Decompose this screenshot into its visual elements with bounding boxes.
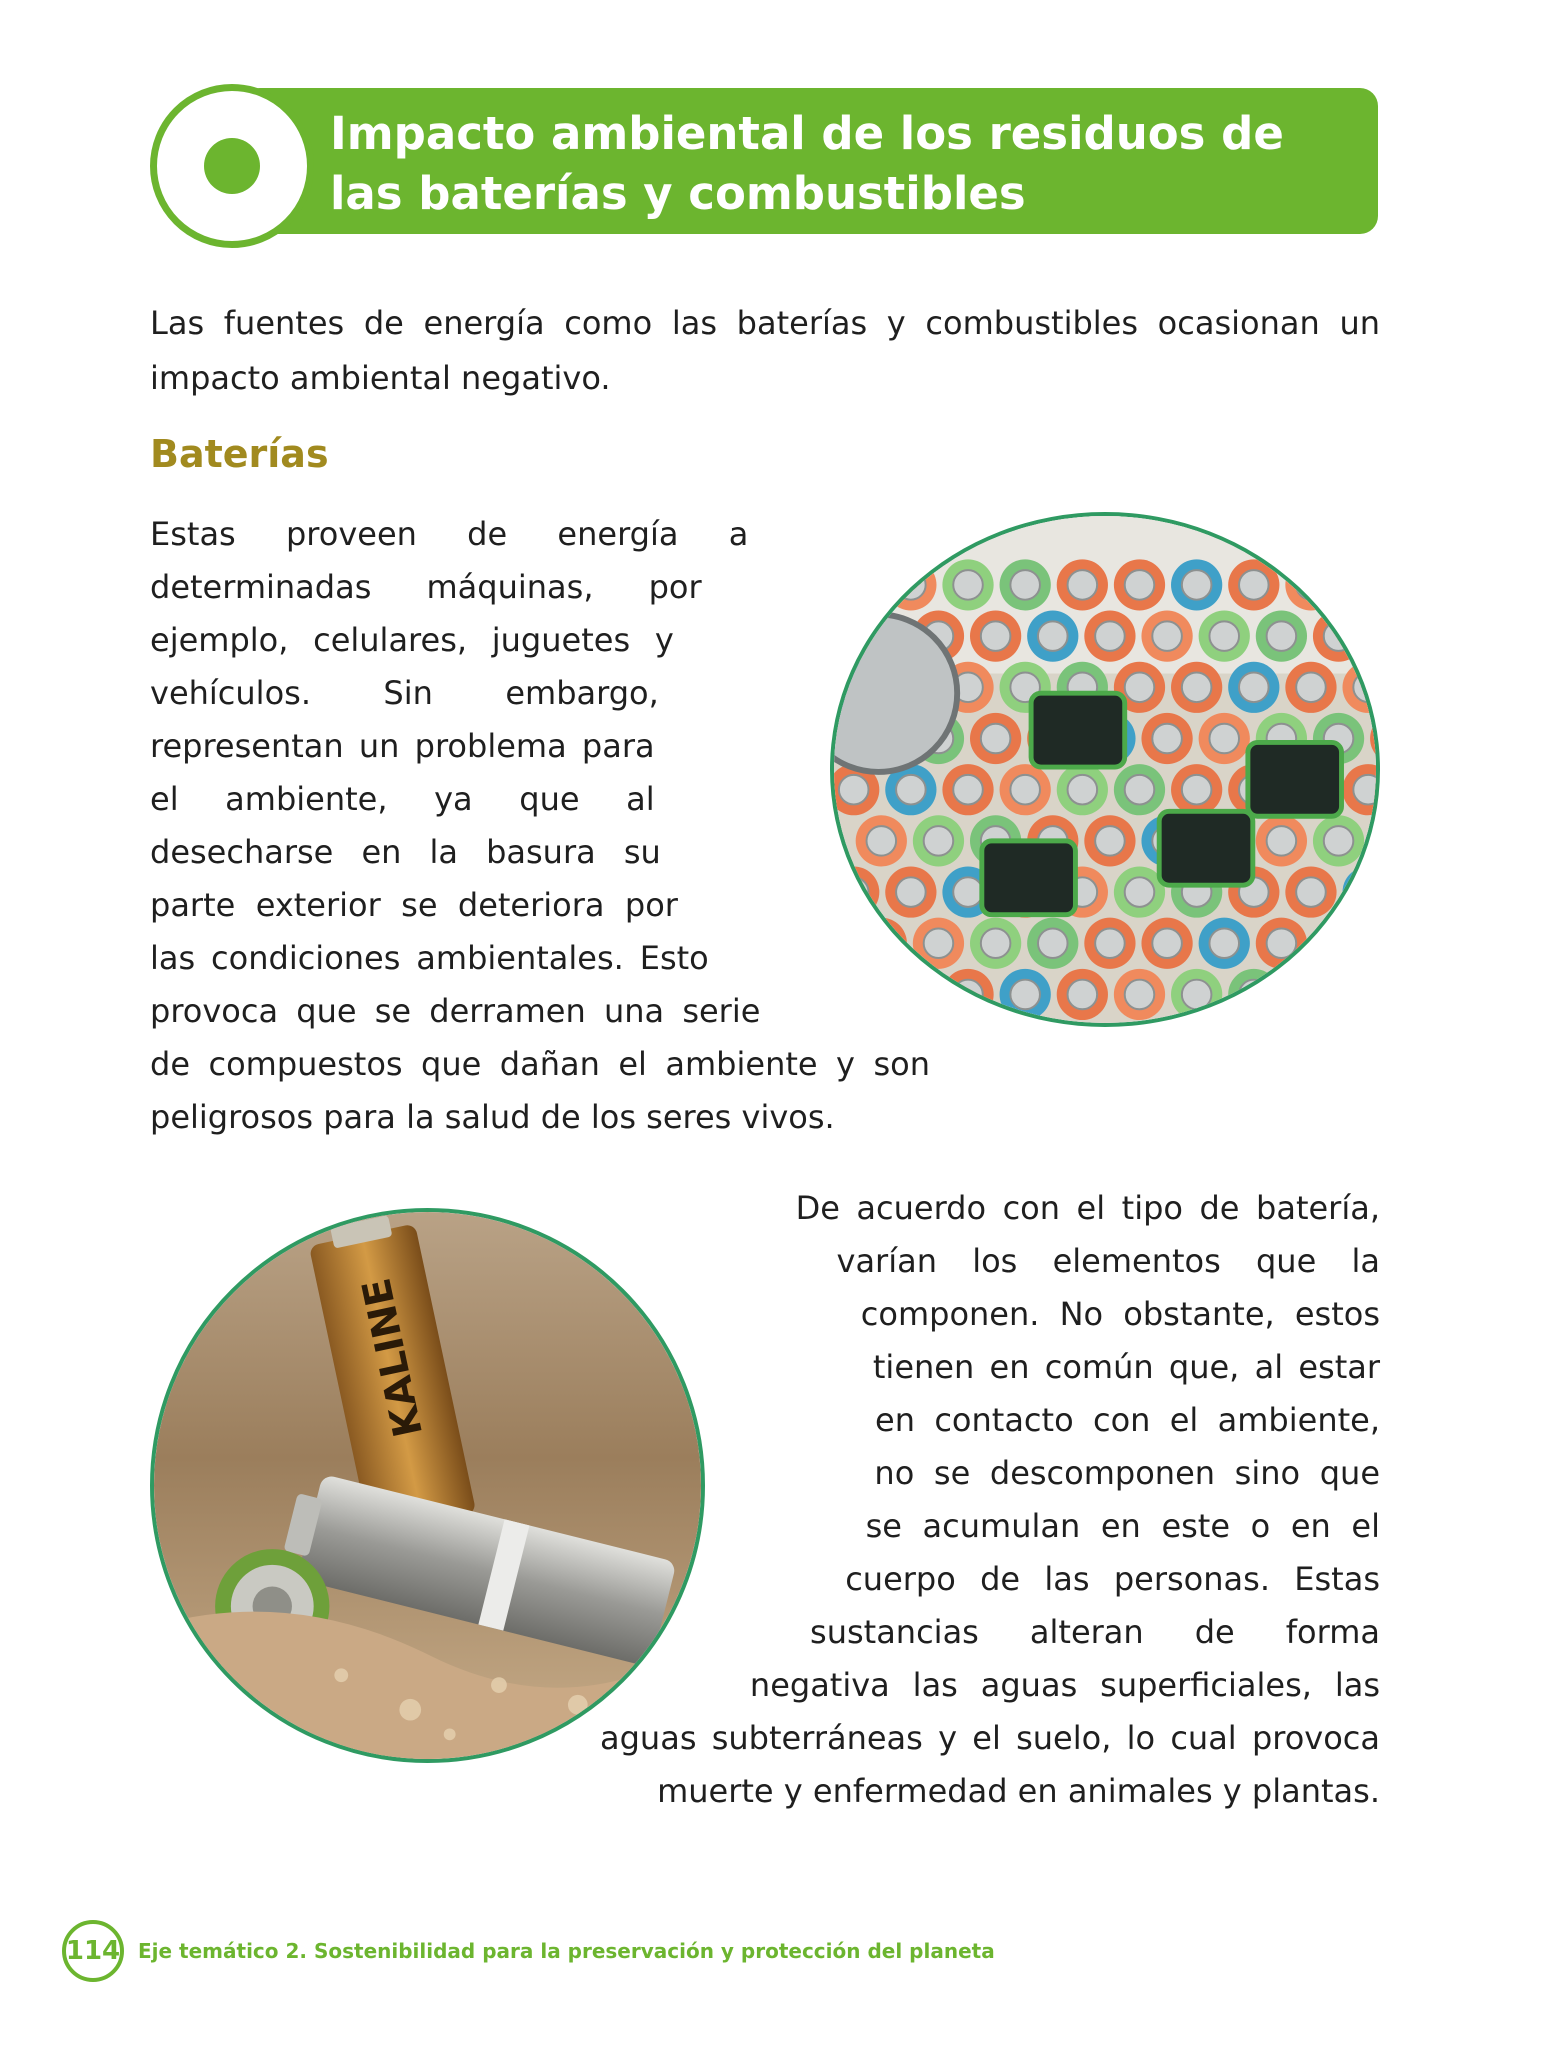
- title-dot-icon: [204, 138, 260, 194]
- batteries-pile-illustration: [834, 516, 1376, 1023]
- intro-paragraph: Las fuentes de energía como las baterías y combustibles ocasionan un impacto ambiental negativo.: [150, 304, 1380, 397]
- batteries-pile-photo: [830, 512, 1380, 1027]
- section-heading: Baterías: [150, 432, 329, 476]
- page-number: 114: [62, 1920, 124, 1982]
- discarded-batteries-photo: [150, 1208, 705, 1763]
- page-title: Impacto ambiental de los residuos de las baterías y combustibles: [330, 107, 1284, 220]
- discarded-batteries-illustration: [154, 1212, 701, 1759]
- batteries-paragraph-1: [150, 508, 930, 1144]
- batteries-paragraph-2: [600, 1182, 1380, 1818]
- page-footer: [62, 1918, 995, 1984]
- photo-battery-brand-label: KALINE: [353, 1274, 433, 1441]
- batteries-paragraph-1-text: Estas proveen de energía a determinadas máquinas, por ejemplo, celulares, juguetes y vehículos. Sin embargo, representan un problema para el ambiente, ya que al desecharse en la basura su parte exterior se deteriora por las condiciones ambientales. Esto provoca que se derramen una serie de compuestos que dañan el ambiente y son peligrosos para la salud de los seres vivos.: [150, 515, 930, 1136]
- batteries-paragraph-2-text: De acuerdo con el tipo de batería, varían los elementos que la componen. No obstante, estos tienen en común que, al estar en contacto con el ambiente, no se descomponen sino que se acumulan en este o en el cuerpo de las personas. Estas sustancias alteran de forma negativa las aguas superficiales, las aguas subterráneas y el suelo, lo cual provoca muerte y enfermedad en animales y plantas.: [600, 1189, 1380, 1810]
- title-ring-icon: [150, 84, 314, 248]
- footer-text: Eje temático 2. Sostenibilidad para la preservación y protección del planeta: [138, 1939, 995, 1963]
